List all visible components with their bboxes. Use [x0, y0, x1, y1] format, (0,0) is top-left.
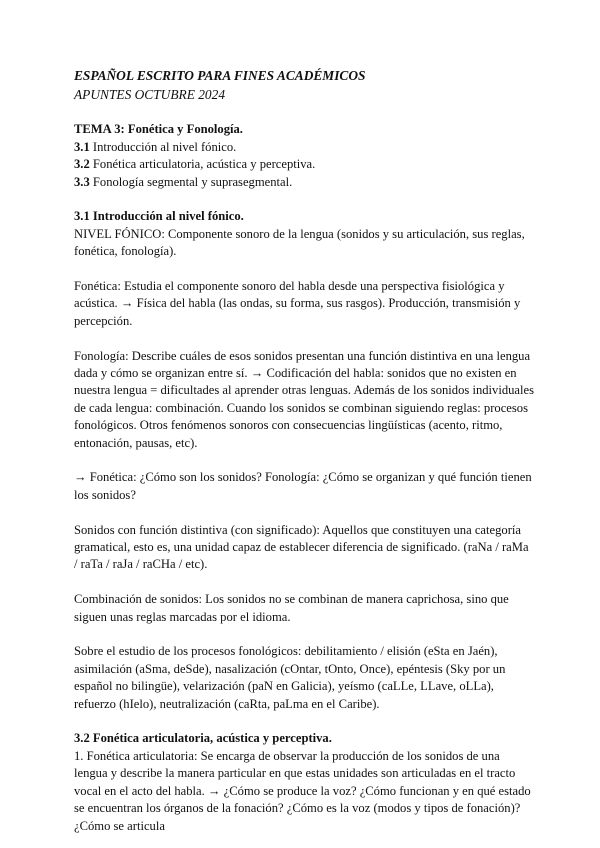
paragraph: Fonología: Describe cuáles de esos sonidos presentan una función distintiva en una lengua dada y cómo se organizan entre sí. → Codificación del habla: sonidos que no existen en nuestra lengua = dificultades al aprender otras lenguas. Además de los sonidos individuales de cada lengua: combinación. Cuando los sonidos se combinan siguiendo reglas: procesos fonológicos. Otros fenómenos sonoros con consecuencias lingüísticas (acento, ritmo, entonación, pausas, etc). [74, 348, 535, 450]
paragraph: Sonidos con función distintiva (con significado): Aquellos que constituyen una categoría gramatical, esto es, una unidad capaz de establecer diferencia de significado. (raNa / raMa / raTa / raJa / raCHa / etc). [74, 522, 529, 572]
section-heading-3-2: 3.2 Fonética articulatoria, acústica y perceptiva. [74, 731, 332, 746]
section-heading-3-1: 3.1 Introducción al nivel fónico. [74, 209, 244, 224]
document-title: ESPAÑOL ESCRITO PARA FINES ACADÉMICOS [74, 68, 366, 83]
paragraph: Fonética: Estudia el componente sonoro del habla desde una perspectiva fisiológica y acústica. → Física del habla (las ondas, su forma, sus rasgos). Producción, transmisión y percepción. [74, 279, 521, 328]
paragraph: NIVEL FÓNICO: Componente sonoro de la lengua (sonidos y su articulación, sus reglas, fonética, fonología). [74, 226, 525, 259]
document-subtitle: APUNTES OCTUBRE 2024 [74, 87, 226, 102]
document-body [74, 66, 534, 835]
topic-title: TEMA 3: Fonética y Fonología. [74, 122, 243, 137]
paragraph: Sobre el estudio de los procesos fonológicos: debilitamiento / elisión (eSta en Jaén), asimilación (aSma, deSde), nasalización (cOntar, tOnto, Once), epéntesis (Sky por un español no bilingüe), velarización (paN en Galicia), yeísmo (caLLe, LLave, oLLa), refuerzo (hIelo), neutralización (caRta, paLma en el Caribe). [74, 644, 506, 711]
topic-item: 3.1 Introducción al nivel fónico. [74, 139, 237, 154]
paragraph: → Fonética: ¿Cómo son los sonidos? Fonología: ¿Cómo se organizan y qué función tienen los sonidos? [74, 470, 532, 502]
paragraph: Combinación de sonidos: Los sonidos no se combinan de manera caprichosa, sino que siguen unas reglas marcadas por el idioma. [74, 592, 509, 624]
topic-item: 3.2 Fonética articulatoria, acústica y perceptiva. [74, 157, 316, 172]
paragraph: 1. Fonética articulatoria: Se encarga de observar la producción de los sonidos de una lengua y describe la manera particular en que estas unidades son articuladas en el tracto vocal en el acto del habla. → ¿Cómo se produce la voz? ¿Cómo funcionan y en qué estado se encuentran los órganos de la fonación? ¿Cómo es la voz (modos y tipos de fonación)? ¿Cómo se articula [74, 748, 531, 833]
topic-item: 3.3 Fonología segmental y suprasegmental. [74, 174, 293, 189]
